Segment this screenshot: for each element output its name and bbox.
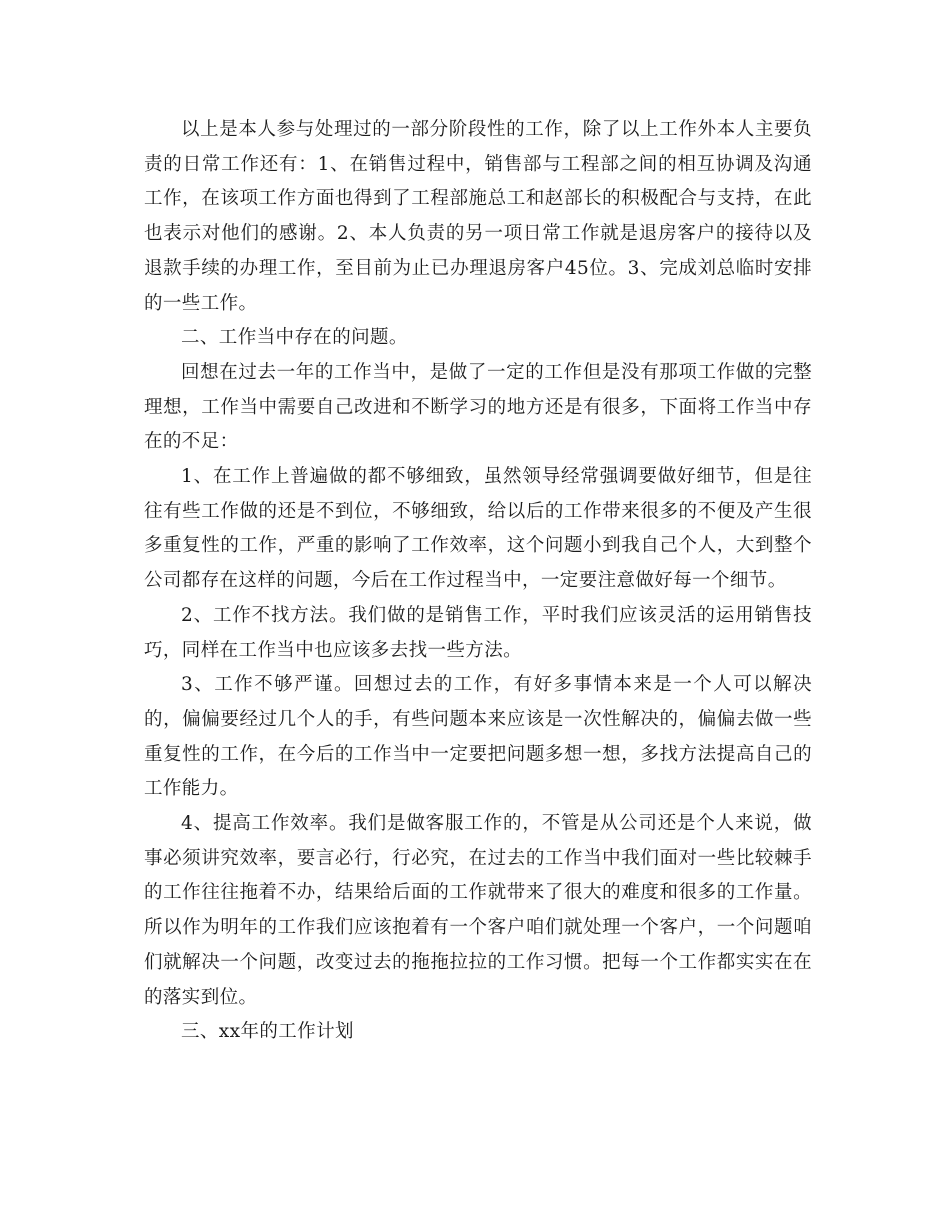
document-body — [144, 113, 812, 1050]
section-heading-plan: 三、xx年的工作计划 — [181, 1021, 354, 1043]
paragraph-point-4: 4、提高工作效率。我们是做客服工作的，不管是从公司还是个人来说，做事必须讲究效率，要言必行，行必究，在过去的工作当中我们面对一些比较棘手的工作往往拖着不办，结果给后面的工作就带来了很大的难度和很多的工作量。所以作为明年的工作我们应该抱着有一个客户咱们就处理一个客户，一个问题咱们就解决一个问题，改变过去的拖拖拉拉的工作习惯。把每一个工作都实实在在的落实到位。 — [144, 813, 812, 1008]
paragraph-point-3: 3、工作不够严谨。回想过去的工作，有好多事情本来是一个人可以解决的，偏偏要经过几个人的手，有些问题本来应该是一次性解决的，偏偏去做一些重复性的工作，在今后的工作当中一定要把问题多想一想，多找方法提高自己的工作能力。 — [144, 674, 812, 800]
paragraph-point-1: 1、在工作上普遍做的都不够细致，虽然领导经常强调要做好细节，但是往往有些工作做的还是不到位，不够细致，给以后的工作带来很多的不便及产生很多重复性的工作，严重的影响了工作效率，这个问题小到我自己个人，大到整个公司都存在这样的问题，今后在工作过程当中，一定要注意做好每一个细节。 — [144, 466, 812, 592]
paragraph-daily-work: 以上是本人参与处理过的一部分阶段性的工作，除了以上工作外本人主要负责的日常工作还有：1、在销售过程中，销售部与工程部之间的相互协调及沟通工作，在该项工作方面也得到了工程部施总工和赵部长的积极配合与支持，在此也表示对他们的感谢。2、本人负责的另一项日常工作就是退房客户的接待以及退款手续的办理工作，至目前为止已办理退房客户45位。3、完成刘总临时安排的一些工作。 — [144, 119, 812, 314]
section-heading-problems: 二、工作当中存在的问题。 — [181, 327, 408, 349]
paragraph-reflection: 回想在过去一年的工作当中，是做了一定的工作但是没有那项工作做的完整理想，工作当中需要自己改进和不断学习的地方还是有很多，下面将工作当中存在的不足： — [144, 361, 812, 453]
paragraph-point-2: 2、工作不找方法。我们做的是销售工作，平时我们应该灵活的运用销售技巧，同样在工作当中也应该多去找一些方法。 — [144, 604, 812, 661]
